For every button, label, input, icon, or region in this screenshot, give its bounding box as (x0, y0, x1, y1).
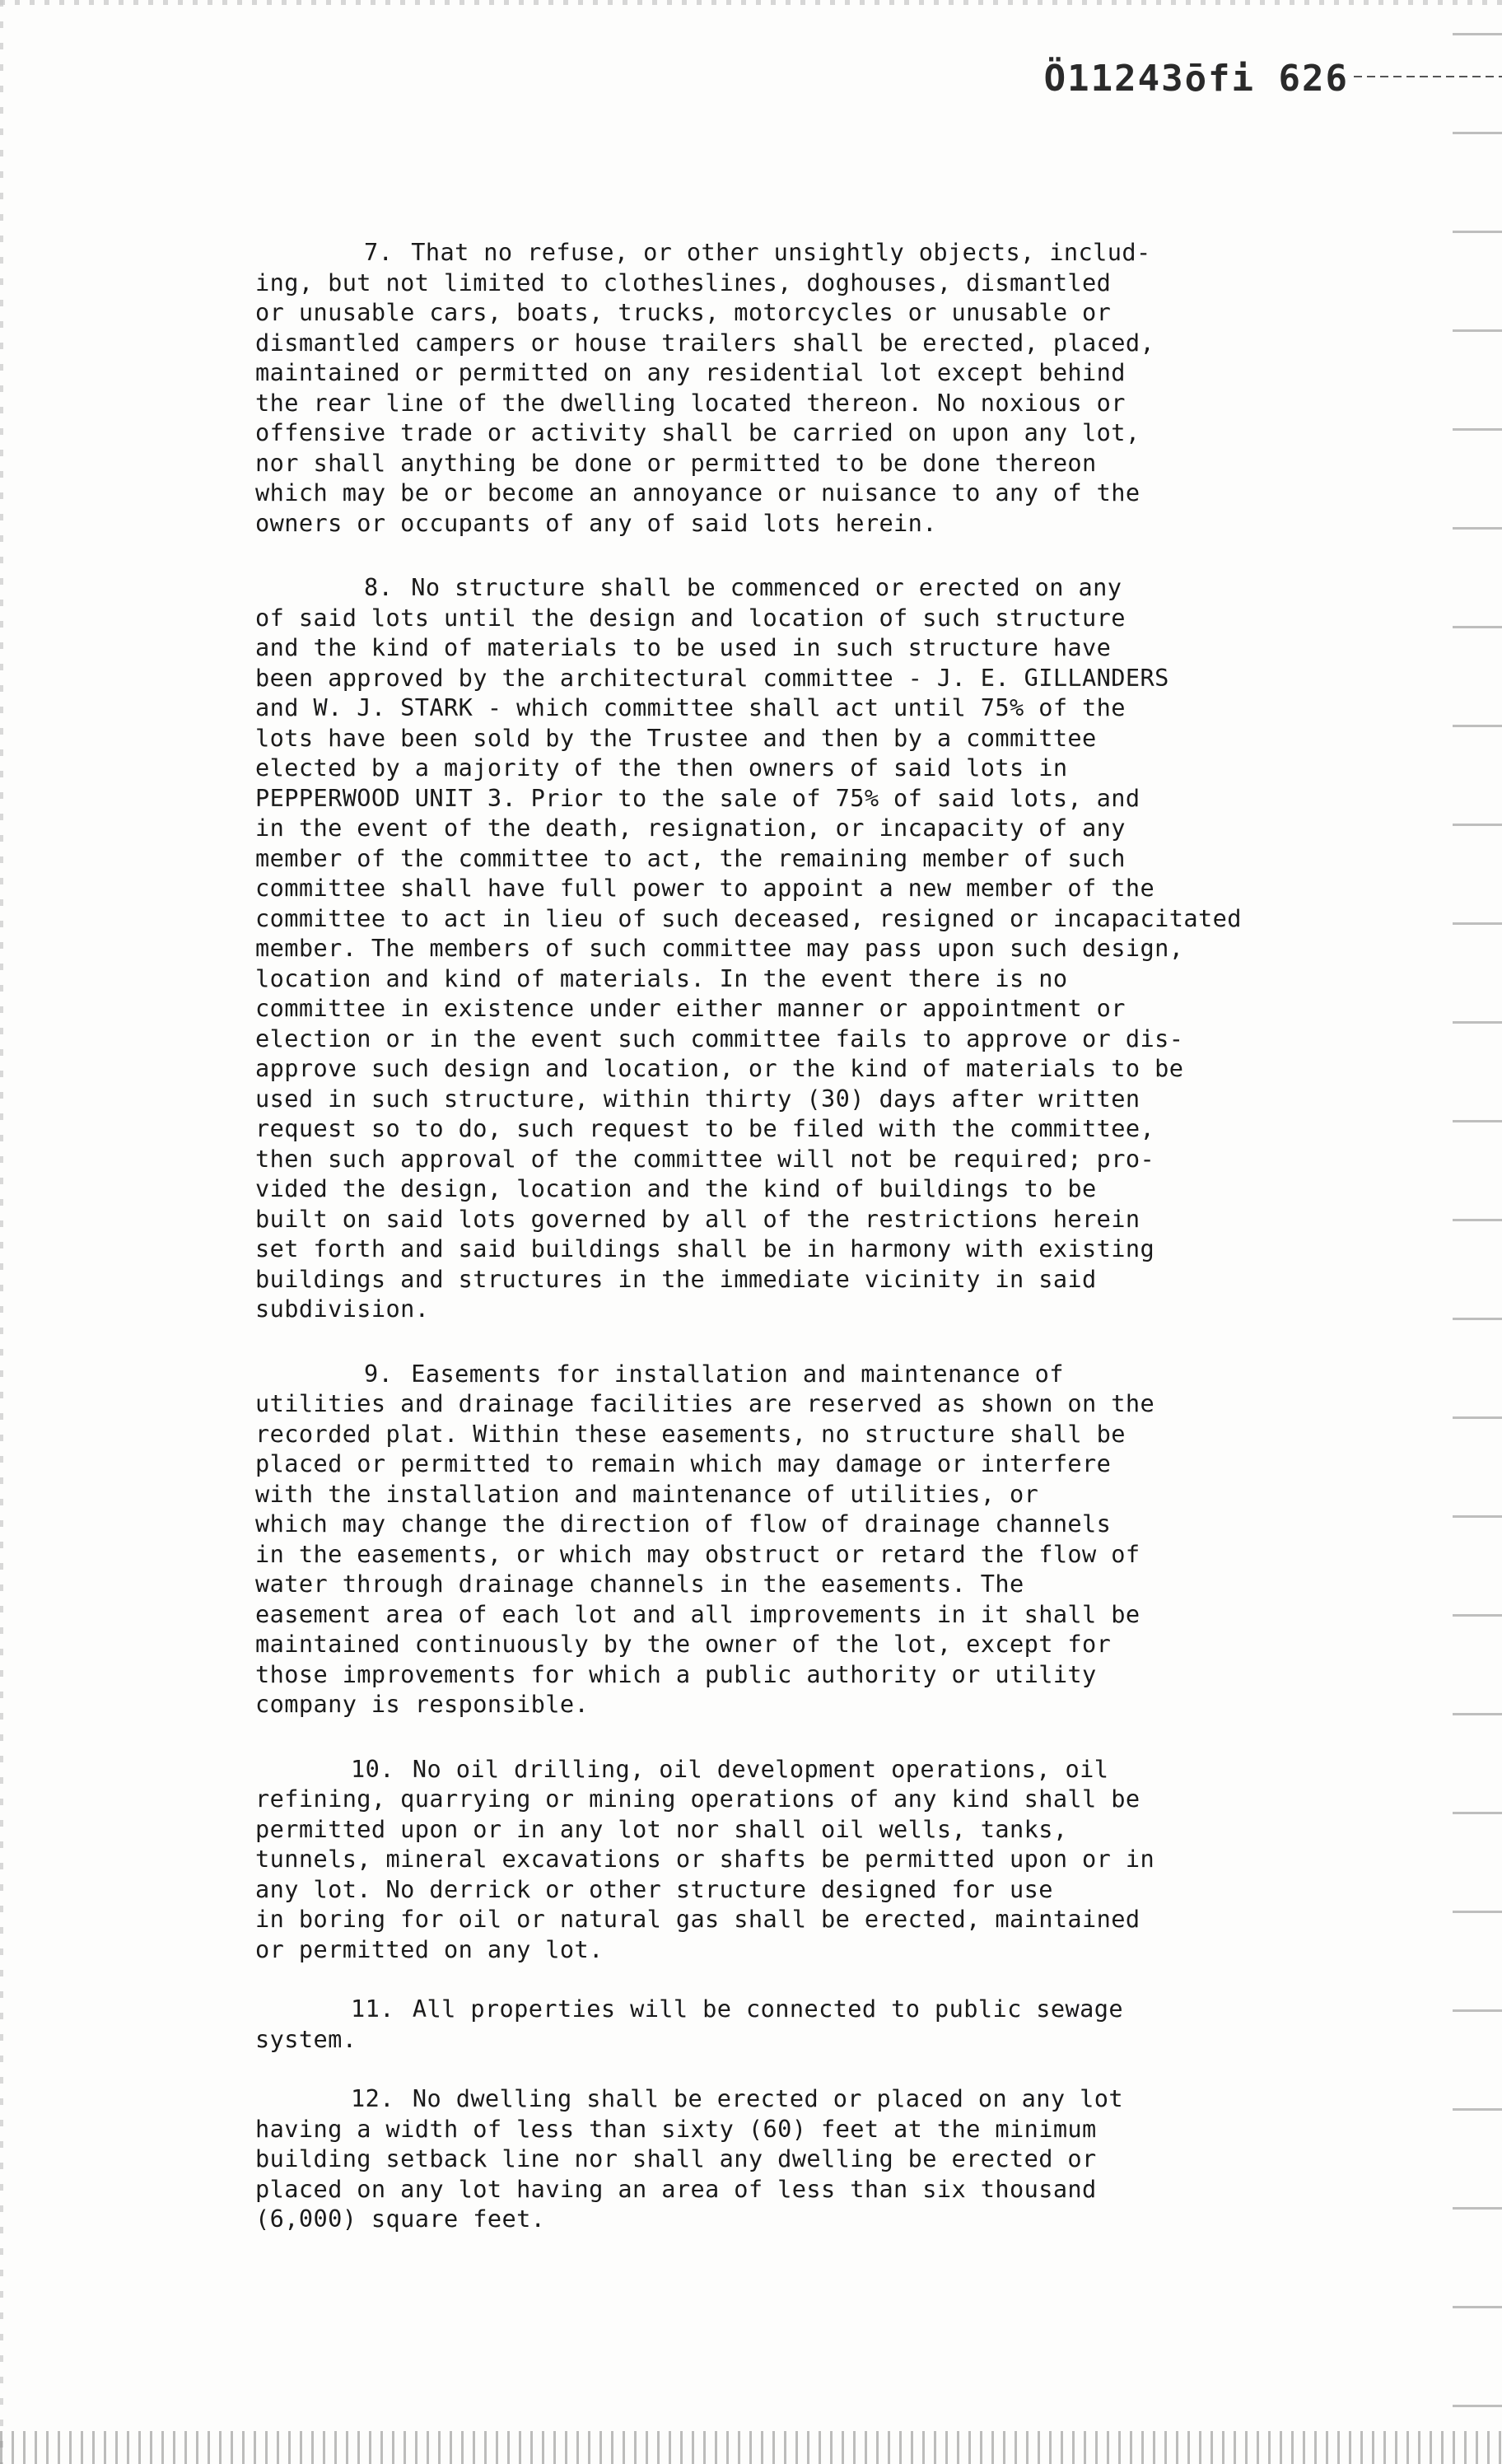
paragraph-7 (255, 237, 1342, 538)
scan-edge-bottom (0, 2431, 1502, 2464)
book-reference-underline (1354, 76, 1502, 77)
paragraph-number: 9. (364, 1359, 394, 1388)
paragraph-text: No oil drilling, oil development operations, oil refining, quarrying or mining operations of any kind shall be permitted upon or in any lot nor shall oil wells, tanks, tunnels, mineral excavations or shafts be permitted upon or in any lot. No derrick or other structure designed for use in boring for oil or natural gas shall be erected, maintained or permitted on any lot. (255, 1754, 1155, 1963)
paragraph-number: 12. (351, 2084, 394, 2112)
paragraph-12 (255, 2084, 1342, 2234)
paragraph-number: 7. (364, 238, 394, 266)
paragraph-text: That no refuse, or other unsightly objects, includ- ing, but not limited to clotheslines, doghouses, dismantled or unusable cars, boats, trucks, motorcycles or unusable or dismantled campers or house trailers shall be erected, placed, maintained or permitted on any residential lot except behind the rear line of the dwelling located thereon. No noxious or offensive trade or activity shall be carried on upon any lot, nor shall anything be done or permitted to be done thereon which may be or become an annoyance or nuisance to any of the owners or occupants of any of said lots herein. (255, 238, 1155, 537)
paragraph-text: No dwelling shall be erected or placed on any lot having a width of less than sixty (60) feet at the minimum building setback line nor shall any dwelling be erected or placed on any lot having an area of less than six thousand (6,000) square feet. (255, 2084, 1123, 2233)
scan-edge-left (0, 0, 3, 2464)
paragraph-11 (255, 1994, 1342, 2054)
document-body (255, 237, 1342, 2234)
paragraph-number: 8. (364, 573, 394, 601)
book-page-reference: Ö11243ōfi 626 (1043, 58, 1349, 100)
paragraph-number: 10. (351, 1754, 394, 1783)
scan-edge-right (1453, 0, 1502, 2464)
paragraph-number: 11. (351, 1995, 394, 2023)
paragraph-text: No structure shall be commenced or erected on any of said lots until the design and location of such structure and the kind of materials to be used in such structure have been approved by the architectural committee - J. E. GILLANDERS and W. J. STARK - which committee shall act until 75% of the lots have been sold by the Trustee and then by a committee elected by a majority of the then owners of said lots in PEPPERWOOD UNIT 3. Prior to the sale of 75% of said lots, and in the event of the death, resignation, or incapacity of any member of the committee to act, the remaining member of such committee shall have full power to appoint a new member of the committee to act in lieu of such deceased, resigned or incapacitated member. The members of such committee may pass upon such design, location and kind of materials. In the event there is no committee in existence under either manner or appointment or election or in the event such committee fails to approve or dis- approve such design and location, or the kind of materials to be used in such structure, within thirty (30) days after written request so to do, such request to be filed with the committee, then such approval of the committee will not be required; pro- vided the design, location and the kind of buildings to be built on said lots governed by all of the restrictions herein set forth and said buildings shall be in harmony with existing buildings and structures in the immediate vicinity in said subdivision. (255, 573, 1242, 1323)
paragraph-9 (255, 1359, 1342, 1720)
paragraph-text: All properties will be connected to public sewage system. (255, 1995, 1123, 2053)
paragraph-text: Easements for installation and maintenance of utilities and drainage facilities are reserved as shown on the recorded plat. Within these easements, no structure shall be placed or permitted to remain which may damage or interfere with the installation and maintenance of utilities, or which may change the direction of flow of drainage channels in the easements, or which may obstruct or retard the flow of water through drainage channels in the easements. The easement area of each lot and all improvements in it shall be maintained continuously by the owner of the lot, except for those improvements for which a public authority or utility company is responsible. (255, 1359, 1155, 1718)
paragraph-10 (255, 1754, 1342, 1965)
paragraph-8 (255, 572, 1342, 1324)
scan-edge-top (0, 0, 1502, 5)
